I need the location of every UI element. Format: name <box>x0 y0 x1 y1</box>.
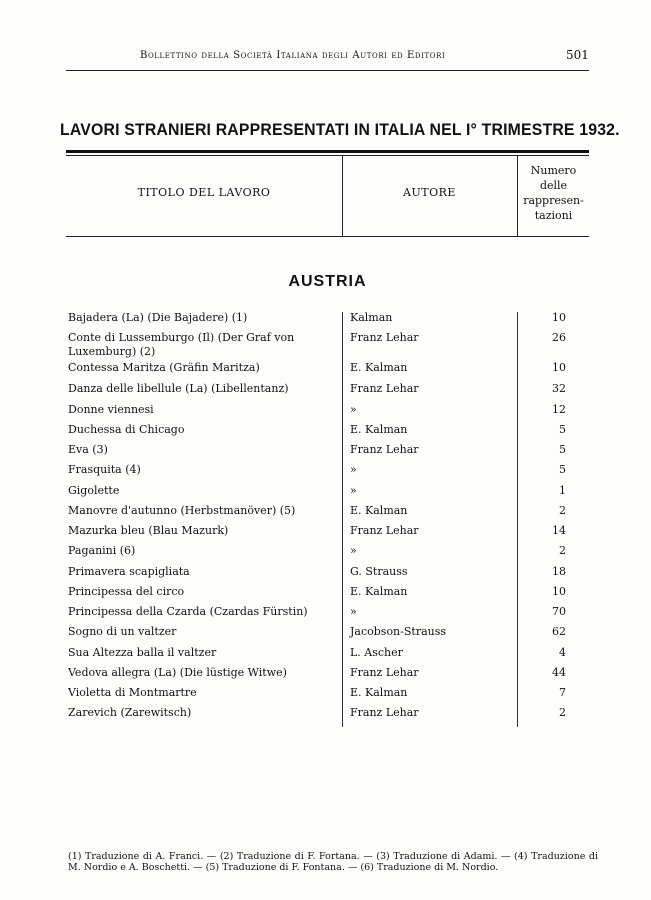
column-divider <box>342 312 343 727</box>
row-author: Jacobson-Strauss <box>350 625 447 638</box>
row-count: 44 <box>552 666 566 679</box>
row-author: Kalman <box>350 311 393 324</box>
row-author: E. Kalman <box>350 585 408 598</box>
row-title: Primavera scapigliata <box>68 565 190 578</box>
row-author: E. Kalman <box>350 361 408 374</box>
row-count: 14 <box>552 524 566 537</box>
row-author: Franz Lehar <box>350 443 419 456</box>
row-title: Gigolette <box>68 484 120 497</box>
row-title: Violetta di Montmartre <box>68 686 197 699</box>
row-author: » <box>350 403 357 416</box>
row-title: Sua Altezza balla il valtzer <box>68 646 217 659</box>
row-count: 2 <box>559 544 566 557</box>
row-author: Franz Lehar <box>350 524 419 537</box>
row-count: 1 <box>559 484 566 497</box>
column-header-count-line: tazioni <box>534 209 573 222</box>
row-count: 10 <box>552 311 566 324</box>
row-count: 12 <box>552 403 566 416</box>
row-author: Franz Lehar <box>350 706 419 719</box>
row-author: E. Kalman <box>350 504 408 517</box>
row-author: » <box>350 544 357 557</box>
row-author: G. Strauss <box>350 565 408 578</box>
row-count: 18 <box>552 565 566 578</box>
row-count: 5 <box>559 463 566 476</box>
row-title: Paganini (6) <box>68 544 136 557</box>
row-author: Franz Lehar <box>350 382 419 395</box>
row-count: 70 <box>552 605 566 618</box>
row-title: Contessa Maritza (Gräfin Maritza) <box>68 361 260 374</box>
row-author: E. Kalman <box>350 686 408 699</box>
row-author: L. Ascher <box>350 646 403 659</box>
row-title: Frasquita (4) <box>68 463 141 476</box>
row-title: Mazurka bleu (Blau Mazurk) <box>68 524 229 537</box>
row-count: 4 <box>559 646 566 659</box>
column-header-count-line: Numero <box>530 164 577 177</box>
row-title: Conte di Lussemburgo (Il) (Der Graf von Luxemburg) (2) <box>68 331 295 358</box>
page-number: 501 <box>566 48 589 62</box>
row-title: Danza delle libellule (La) (Libellentanz) <box>68 382 289 395</box>
row-count: 5 <box>559 423 566 436</box>
table-top-rule <box>66 150 589 153</box>
row-title: Manovre d'autunno (Herbstmanöver) (5) <box>68 504 296 517</box>
row-count: 7 <box>559 686 566 699</box>
page-title: LAVORI STRANIERI RAPPRESENTATI IN ITALIA NEL I° TRIMESTRE 1932. <box>60 120 620 139</box>
column-header-author: AUTORE <box>403 186 456 199</box>
row-count: 2 <box>559 504 566 517</box>
row-title: Principessa del circo <box>68 585 185 598</box>
row-count: 5 <box>559 443 566 456</box>
column-divider <box>517 312 518 727</box>
table-header-bottom-rule <box>66 236 589 237</box>
row-author: Franz Lehar <box>350 331 419 344</box>
row-title: Principessa della Czarda (Czardas Fürstin) <box>68 605 308 618</box>
column-header-title: TITOLO DEL LAVORO <box>137 186 271 199</box>
row-count: 62 <box>552 625 566 638</box>
row-author: » <box>350 463 357 476</box>
row-author: » <box>350 605 357 618</box>
row-count: 32 <box>552 382 566 395</box>
row-title: Zarevich (Zarewitsch) <box>68 706 192 719</box>
row-author: E. Kalman <box>350 423 408 436</box>
row-count: 10 <box>552 361 566 374</box>
column-header-count-line: delle <box>539 179 568 192</box>
row-title: Sogno di un valtzer <box>68 625 177 638</box>
row-count: 10 <box>552 585 566 598</box>
row-title: Bajadera (La) (Die Bajadere) (1) <box>68 311 248 324</box>
table-header-top-rule <box>66 155 589 156</box>
section-title: AUSTRIA <box>288 273 367 290</box>
row-title: Eva (3) <box>68 443 108 456</box>
column-header-count-line: rappresen- <box>523 194 584 207</box>
row-title: Vedova allegra (La) (Die lüstige Witwe) <box>68 666 287 679</box>
running-head: Bollettino della Società Italiana degli Autori ed Editori <box>140 50 446 61</box>
row-count: 2 <box>559 706 566 719</box>
header-rule <box>66 70 589 71</box>
row-author: » <box>350 484 357 497</box>
footnote: (1) Traduzione di A. Franci. — (2) Traduzione di F. Fortana. — (3) Traduzione di Adami. — (4) Traduzione di M. Nordio e A. Boschetti. — (5) Traduzione di F. Fontana. — (6) Traduzione di M. Nordio. <box>68 851 598 873</box>
row-title: Donne viennesi <box>68 403 154 416</box>
column-header-count <box>518 163 589 223</box>
row-title: Duchessa di Chicago <box>68 423 185 436</box>
row-count: 26 <box>552 331 566 344</box>
row-author: Franz Lehar <box>350 666 419 679</box>
